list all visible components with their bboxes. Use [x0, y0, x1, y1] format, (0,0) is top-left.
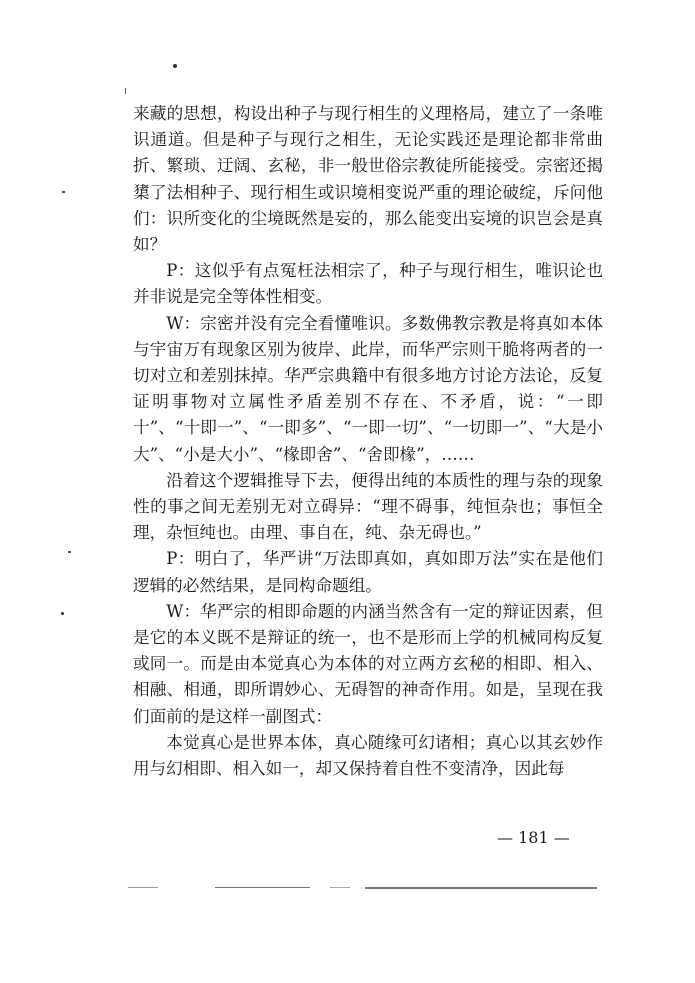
margin-speck — [62, 191, 65, 193]
margin-speck — [125, 88, 126, 94]
paragraph: W：华严宗的相即命题的内涵当然含有一定的辩证因素，但是它的本义既不是辩证的统一，也不是形而上学的机械同构反复或同一。而是由本觉真心为本体的对立两方玄秘的相即、相入、相融、相通，即所谓妙心、无碍智的神奇作用。如是，呈现在我们面前的是这样一副图式： — [133, 601, 603, 726]
scan-artifact-line — [330, 887, 350, 888]
scan-artifact-line — [365, 887, 597, 889]
paragraph: P：明白了，华严讲“万法即真如，真如即万法”实在是他们逻辑的必然结果，是同构命题组。 — [133, 549, 603, 595]
paragraph: 本觉真心是世界本体，真心随缘可幻诸相；真心以其玄妙作用与幻相即、相入如一，却又保持着自性不变清净，因此每 — [133, 732, 603, 779]
scan-artifact-line — [215, 887, 310, 888]
margin-speck — [68, 551, 71, 553]
paragraph: 来藏的思想，构设出种子与现行相生的义理格局，建立了一条唯识通道。但是种子与现行之相生，无论实践还是理论都非常曲折、繁琐、迂阔、玄秘，非一般世俗宗教徒所能接受。宗密还揭橥了法相种子、现行相生或识境相变说严重的理论破绽，斥问他们：识所变化的尘境既然是妄的，那么能变出妄境的识岂会是真如？ — [133, 104, 603, 255]
paragraph: W：宗密并没有完全看懂唯识。多数佛教宗教是将真如本体与宇宙万有现象区别为彼岸、此岸，而华严宗则干脆将两者的一切对立和差别抹掉。华严宗典籍中有很多地方讨论方法论，反复证明事物对立属性矛盾差别不存在、不矛盾，说：“一即十”、“十即一”、“一即多”、“一即一切”、“一切即一”、“大是小大”、“小是大小”、“椽即舍”、“舍即椽”，…… — [133, 313, 603, 464]
body-text — [133, 101, 603, 782]
paragraph: P：这似乎有点冤枉法相宗了，种子与现行相生，唯识论也并非说是完全等体性相变。 — [133, 261, 603, 307]
paragraph: 沿着这个逻辑推导下去，便得出纯的本质性的理与杂的现象性的事之间无差别无对立碍异：“理不碍事，纯恒杂也；事恒全理，杂恒纯也。由理、事自在，纯、杂无碍也。” — [133, 470, 603, 543]
margin-dot — [61, 612, 64, 615]
bullet-mark — [173, 64, 177, 68]
page-number: — 181 — — [497, 828, 570, 847]
scan-artifact-line — [128, 887, 158, 888]
